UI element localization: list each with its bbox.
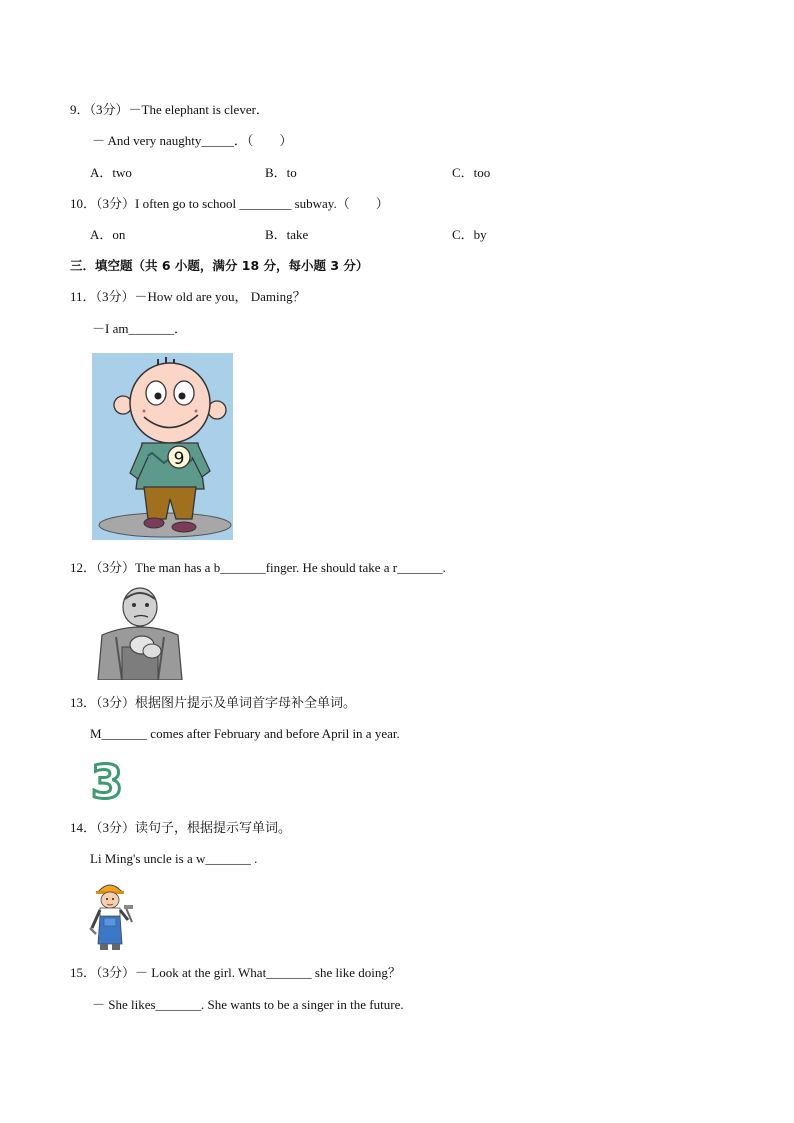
number-three-picture xyxy=(90,756,124,804)
worker-illustration xyxy=(88,878,134,952)
q9-option-b[interactable]: B．to xyxy=(265,165,297,180)
man-illustration xyxy=(92,585,188,680)
age-badge: 9 xyxy=(173,449,185,469)
boy-age-picture xyxy=(92,353,233,540)
q11-reply: －I am_______． xyxy=(92,321,187,336)
q9-option-a[interactable]: A．two xyxy=(90,165,132,180)
q10-option-a[interactable]: A．on xyxy=(90,227,126,242)
worker-picture xyxy=(88,878,134,952)
q13-stem: 13．（3分）根据图片提示及单词首字母补全单词。 xyxy=(70,695,357,710)
q10-stem: 10．（3分）I often go to school ________ subway.（ ） xyxy=(70,196,389,211)
q10-option-b[interactable]: B．take xyxy=(265,227,309,242)
q10-option-c[interactable]: C．by xyxy=(452,227,487,242)
q11-stem: 11．（3分）－How old are you， Daming？ xyxy=(70,289,306,304)
q12-stem: 12．（3分）The man has a b_______finger. He should take a r_______. xyxy=(70,560,446,575)
boy-illustration xyxy=(92,353,233,540)
q14-sentence: Li Ming's uncle is a w_______ . xyxy=(90,851,258,866)
q9-stem: 9．（3分）－The elephant is clever． xyxy=(70,102,269,117)
injured-man-picture xyxy=(92,585,188,680)
digit-three: 3 xyxy=(90,756,124,804)
q15-reply: － She likes_______. She wants to be a singer in the future. xyxy=(92,997,404,1012)
q13-sentence: M_______ comes after February and before April in a year. xyxy=(90,726,400,741)
section-heading: 三．填空题（共 6 小题，满分 18 分，每小题 3 分） xyxy=(70,258,369,273)
q14-stem: 14．（3分）读句子，根据提示写单词。 xyxy=(70,820,292,835)
q9-reply: － And very naughty_____．（ ） xyxy=(92,133,293,148)
q15-stem: 15．（3分）－ Look at the girl. What_______ she like doing？ xyxy=(70,965,401,980)
q9-option-c[interactable]: C．too xyxy=(452,165,491,180)
digit-illustration xyxy=(90,756,124,804)
